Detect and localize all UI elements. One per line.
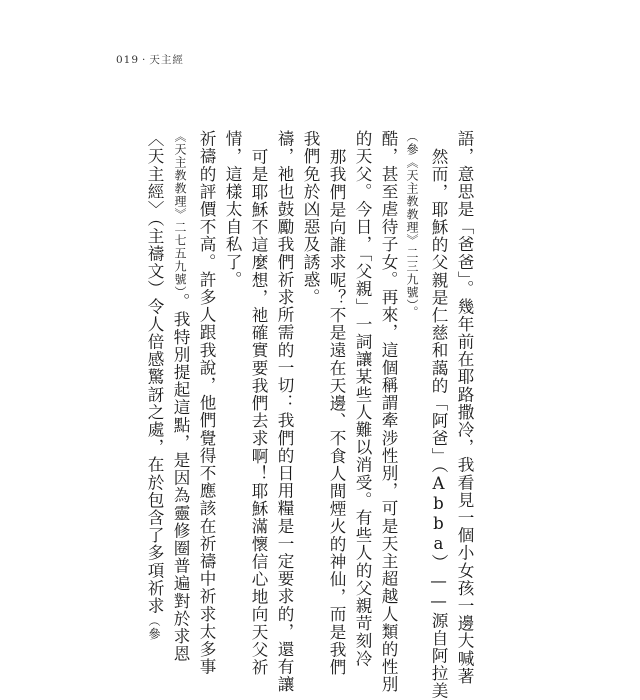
column-8-text: 那我們是向誰求呢？不是遠在天邊、不食人間煙火的神仙，而是我們 <box>327 148 346 676</box>
text-column-2 <box>170 130 190 663</box>
text-column-6 <box>274 130 294 694</box>
text-column-12 <box>428 148 448 700</box>
text-column-9 <box>352 130 372 668</box>
page-number: 019 <box>116 54 140 66</box>
column-1-text: 〈天主經〉（主禱文）令人倍感驚訝之處，在於包含了多項祈求 <box>145 130 164 615</box>
column-10-text: 酷，甚至虐待子女。再來，這個稱謂牽涉性別，可是天主超越人類的性別 <box>379 130 398 694</box>
column-2-text: 。我特別提起這點，是因為靈修圈普遍對於求恩 <box>171 293 190 663</box>
column-12-text: 然而，耶穌的父親是仁慈和藹的「阿爸」（Abba）——源自阿拉美 <box>429 148 448 700</box>
column-6-text: 禱，祂也鼓勵我們祈求所需的一切：我們的日用糧是一定要求的，還有讓 <box>275 130 294 694</box>
column-5-text: 可是耶穌不這麼想，祂確實要我們去求啊！耶穌滿懷信心地向天父祈 <box>249 148 268 676</box>
text-column-7 <box>300 130 320 600</box>
column-2-note: 《天主教教理》二七五九號） <box>173 130 187 293</box>
column-1-note: （參 <box>147 614 161 641</box>
text-column-11 <box>402 130 422 600</box>
column-3-text: 祈禱的評價不高。許多人跟我說，他們覺得不應該在祈禱中祈求太多事 <box>197 130 216 676</box>
column-11-text: （參《天主教教理》二三九號）。 <box>405 130 419 319</box>
text-column-4 <box>222 130 242 600</box>
column-13-text: 語，意思是「爸爸」。幾年前在耶路撒冷，我看見一個小女孩一邊大喊著 <box>455 130 474 685</box>
text-column-10 <box>378 130 398 694</box>
text-column-3 <box>196 130 216 676</box>
text-column-13 <box>454 130 474 685</box>
header-separator: · <box>142 54 147 66</box>
column-4-text: 情，這樣太自私了。 <box>223 130 242 289</box>
running-title: 天主經 <box>149 54 184 66</box>
column-9-text: 的天父。今日，「父親」一詞讓某些人難以消受。有些人的父親苛刻冷 <box>353 130 372 668</box>
text-column-5 <box>248 148 268 676</box>
text-column-1 <box>144 130 164 641</box>
text-column-8 <box>326 148 346 676</box>
column-7-text: 我們免於凶惡及誘惑。 <box>301 130 320 306</box>
running-header <box>116 52 184 67</box>
